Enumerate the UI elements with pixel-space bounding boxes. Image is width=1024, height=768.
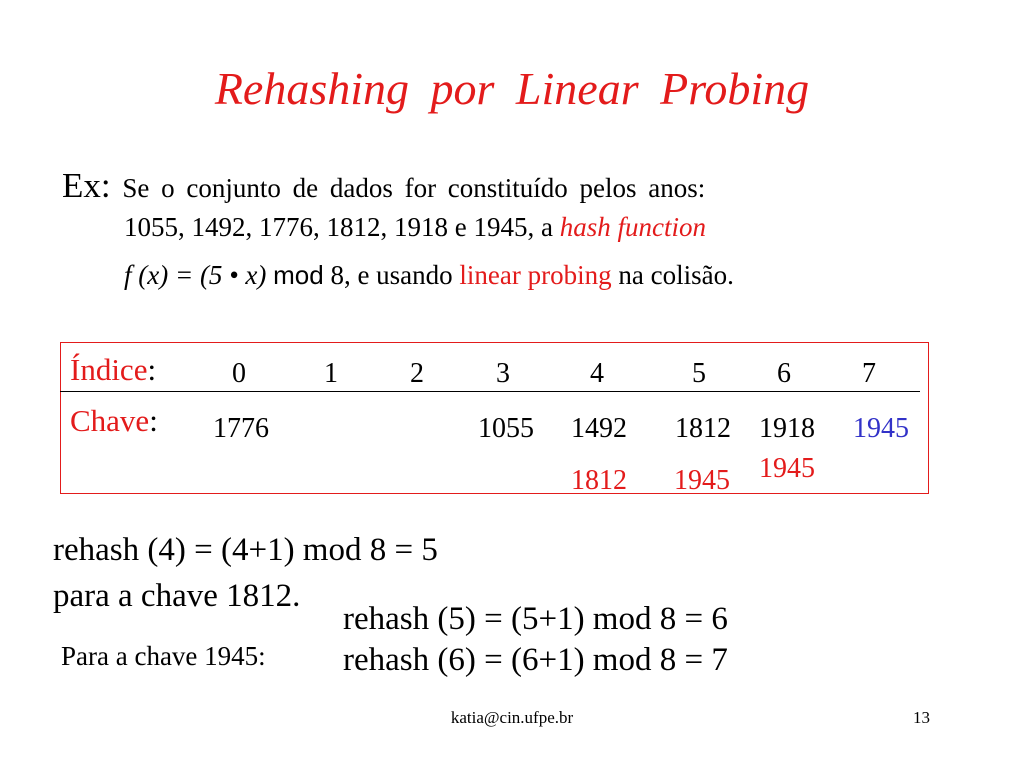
- collision-key-6: 1945: [759, 453, 815, 484]
- table-index-7: 7: [862, 358, 876, 389]
- table-index-2: 2: [410, 358, 424, 389]
- key-label-colon: :: [149, 403, 158, 438]
- table-key-4: 1492: [571, 413, 627, 444]
- mod-operator: mod: [273, 260, 324, 290]
- table-index-6: 6: [777, 358, 791, 389]
- collision-key-4: 1812: [571, 465, 627, 496]
- page-number: 13: [913, 708, 930, 727]
- hash-formula: f (x) = (5 • x): [124, 260, 267, 290]
- formula-continuation: 8, e usando: [330, 260, 453, 290]
- table-index-4: 4: [590, 358, 604, 389]
- slide-title: Rehashing por Linear Probing: [214, 63, 810, 114]
- hash-table-divider: [60, 391, 920, 392]
- example-line-3: [124, 260, 734, 291]
- rehash-1945-line-1: rehash (5) = (5+1) mod 8 = 6: [343, 601, 728, 637]
- table-key-7: 1945: [853, 413, 909, 444]
- table-index-3: 3: [496, 358, 510, 389]
- table-index-0: 0: [232, 358, 246, 389]
- index-label-text: Índice: [70, 352, 148, 387]
- index-label-colon: :: [147, 352, 157, 387]
- key-label-text: Chave: [70, 403, 150, 438]
- footer-email: katia@cin.ufpe.br: [450, 708, 574, 727]
- table-index-5: 5: [692, 358, 706, 389]
- table-key-6: 1918: [759, 413, 815, 444]
- rehash-1812-line-1: rehash (4) = (4+1) mod 8 = 5: [53, 532, 438, 568]
- linear-probing-highlight: linear probing: [459, 260, 612, 290]
- example-line-1-text: Se o conjunto de dados for constituído pelos anos:: [122, 173, 706, 203]
- example-line-2: [124, 212, 706, 243]
- table-key-3: 1055: [478, 413, 534, 444]
- index-row-label: [70, 352, 156, 388]
- rehash-1812-line-2: para a chave 1812.: [53, 578, 301, 614]
- collision-key-5: 1945: [674, 465, 730, 496]
- rehash-1945-label: Para a chave 1945:: [61, 641, 266, 671]
- key-row-label: [70, 403, 158, 439]
- example-line-1: [62, 166, 705, 206]
- table-index-1: 1: [324, 358, 338, 389]
- formula-end: na colisão.: [618, 260, 734, 290]
- hash-function-highlight: hash function: [559, 212, 706, 242]
- example-label: Ex:: [62, 166, 111, 205]
- table-key-0: 1776: [213, 413, 269, 444]
- table-key-5: 1812: [675, 413, 731, 444]
- example-years-text: 1055, 1492, 1776, 1812, 1918 e 1945, a: [124, 212, 553, 242]
- rehash-1945-line-2: rehash (6) = (6+1) mod 8 = 7: [343, 642, 728, 678]
